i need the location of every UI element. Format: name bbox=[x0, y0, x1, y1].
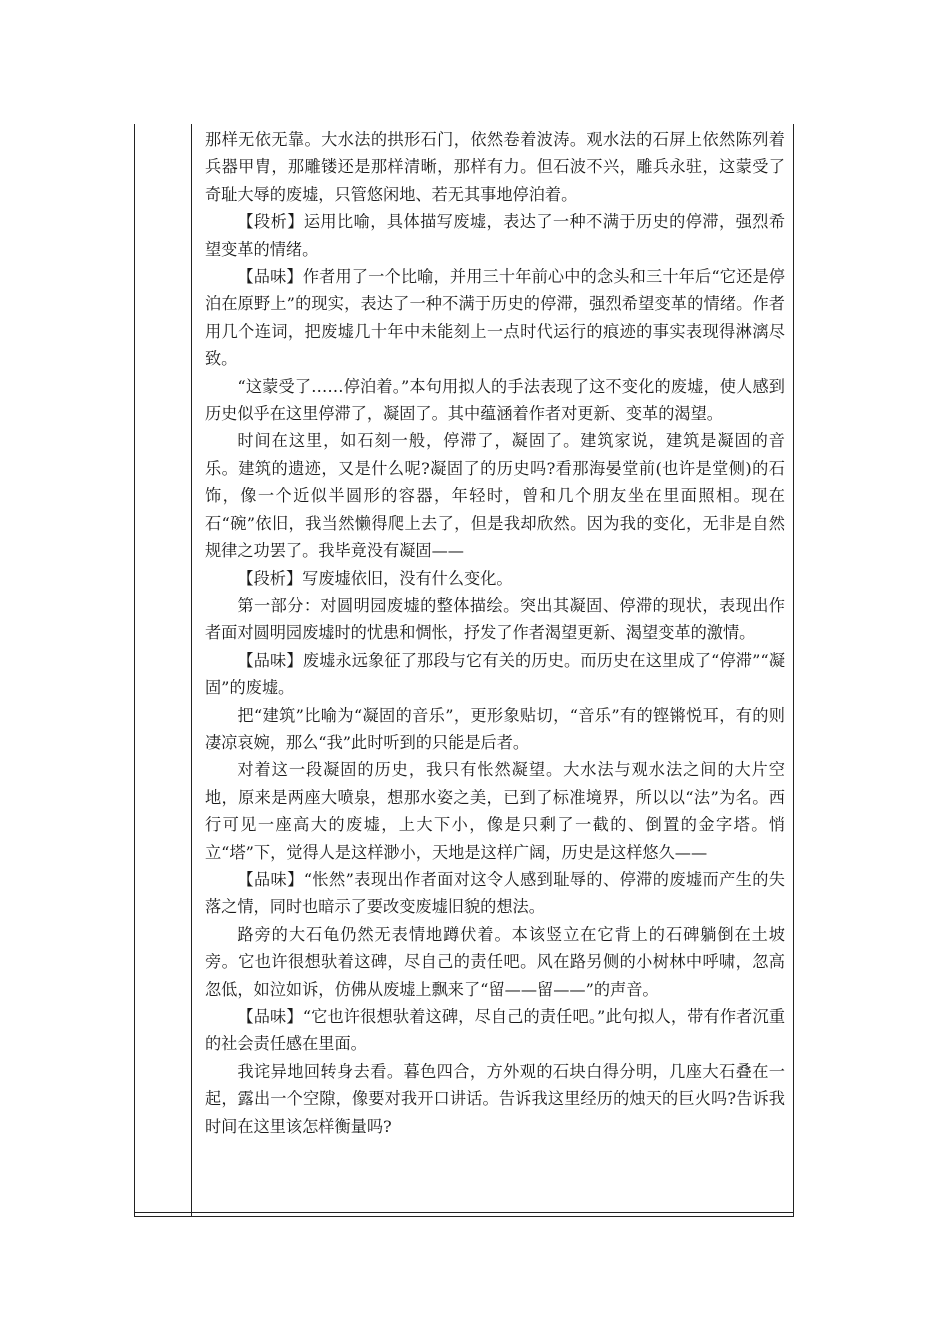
paragraph-continued: 那样无依无靠。大水法的拱形石门，依然卷着波涛。观水法的石屏上依然陈列着兵器甲胄，那雕镂还是那样清晰，那样有力。但石波不兴，雕兵永驻，这蒙受了奇耻大辱的废墟，只管悠闲地、若无其事地停泊着。 bbox=[205, 130, 785, 204]
appreciation-note bbox=[205, 866, 785, 921]
note-tag: 【品味】 bbox=[237, 1007, 303, 1026]
appreciation-note bbox=[205, 647, 785, 702]
note-tag: 【段析】 bbox=[237, 212, 304, 232]
document-table bbox=[134, 124, 794, 1217]
paragraph: 第一部分：对圆明园废墟的整体描绘。突出其凝固、停滞的现状，表现出作者面对圆明园废墟时的忧患和惆怅，抒发了作者渴望更新、渴望变革的激情。 bbox=[205, 595, 785, 643]
paragraph: “这蒙受了……停泊着。”本句用拟人的手法表现了这不变化的废墟，使人感到历史似乎在这里停滞了，凝固了。其中蕴涵着作者对更新、变革的渴望。 bbox=[205, 376, 785, 424]
paragraph: 把“建筑”比喻为“凝固的音乐”，更形象贴切，“音乐”有的铿锵悦耳，有的则凄凉哀婉，那么“我”此时听到的只能是后者。 bbox=[205, 705, 785, 752]
note-text: 废墟永远象征了那段与它有关的历史。而历史在这里成了“停滞”“凝固”的废墟。 bbox=[205, 650, 786, 698]
note-text: 写废墟依旧，没有什么变化。 bbox=[302, 568, 513, 588]
paragraph: 对着这一段凝固的历史，我只有怅然凝望。大水法与观水法之间的大片空地，原来是两座大喷泉，想那水姿之美，已到了标准境界，所以以“法”为名。西行可见一座高大的废墟，上大下小，像是只剩了一截的、倒置的金字塔。悄立“塔”下，觉得人是这样渺小，天地是这样广阔，历史是这样悠久—— bbox=[205, 760, 785, 862]
appreciation-note bbox=[205, 1003, 785, 1058]
appreciation-note bbox=[205, 263, 785, 373]
paragraph: 时间在这里，如石刻一般，停滞了，凝固了。建筑家说，建筑是凝固的音乐。建筑的遗迹，又是什么呢?凝固了的历史吗?看那海晏堂前(也许是堂侧)的石饰，像一个近似半圆形的容器，年轻时，曾和几个朋友坐在里面照相。现在石“碗”依旧，我当然懒得爬上去了，但是我却欣然。因为我的变化，无非是自然规律之功罢了。我毕竟没有凝固—— bbox=[205, 431, 785, 561]
paragraph-cut-off: 我诧异地回转身去看。暮色四合，方外观的石块白得分明，几座大石叠在一起，露出一个空隙，像要对我开口讲话。告诉我这里经历的烛天的巨火吗?告诉我时间在这里该怎样衡量吗? bbox=[205, 1061, 785, 1136]
note-tag: 【品味】 bbox=[237, 267, 303, 287]
paragraph: 路旁的大石龟仍然无表情地蹲伏着。本该竖立在它背上的石碑躺倒在土坡旁。它也许很想驮着这碑，尽自己的责任吧。风在路另侧的小树林中呼啸，忽高忽低，如泣如诉，仿佛从废墟上飘来了“留——留——”的声音。 bbox=[205, 924, 785, 999]
note-text: “怅然”表现出作者面对这令人感到耻辱的、停滞的废墟而产生的失落之情，同时也暗示了要改变废墟旧貌的想法。 bbox=[205, 869, 785, 917]
analysis-note bbox=[205, 565, 785, 592]
analysis-note bbox=[205, 208, 785, 263]
column-divider bbox=[191, 124, 192, 1216]
note-text: 作者用了一个比喻，并用三十年前心中的念头和三十年后“它还是停泊在原野上”的现实，表达了一种不满于历史的停滞，强烈希望变革的情绪。作者用几个连词，把废墟几十年中未能刻上一点时代运行的痕迹的事实表现得淋漓尽致。 bbox=[205, 267, 785, 369]
note-tag: 【段析】 bbox=[237, 568, 303, 588]
note-tag: 【品味】 bbox=[237, 650, 303, 670]
note-text: “它也许很想驮着这碑，尽自己的责任吧。”此句拟人，带有作者沉重的社会责任感在里面。 bbox=[205, 1007, 786, 1054]
text-cell bbox=[205, 126, 786, 1136]
note-text: 运用比喻，具体描写废墟，表达了一种不满于历史的停滞，强烈希望变革的情绪。 bbox=[205, 212, 786, 259]
note-tag: 【品味】 bbox=[237, 869, 304, 889]
